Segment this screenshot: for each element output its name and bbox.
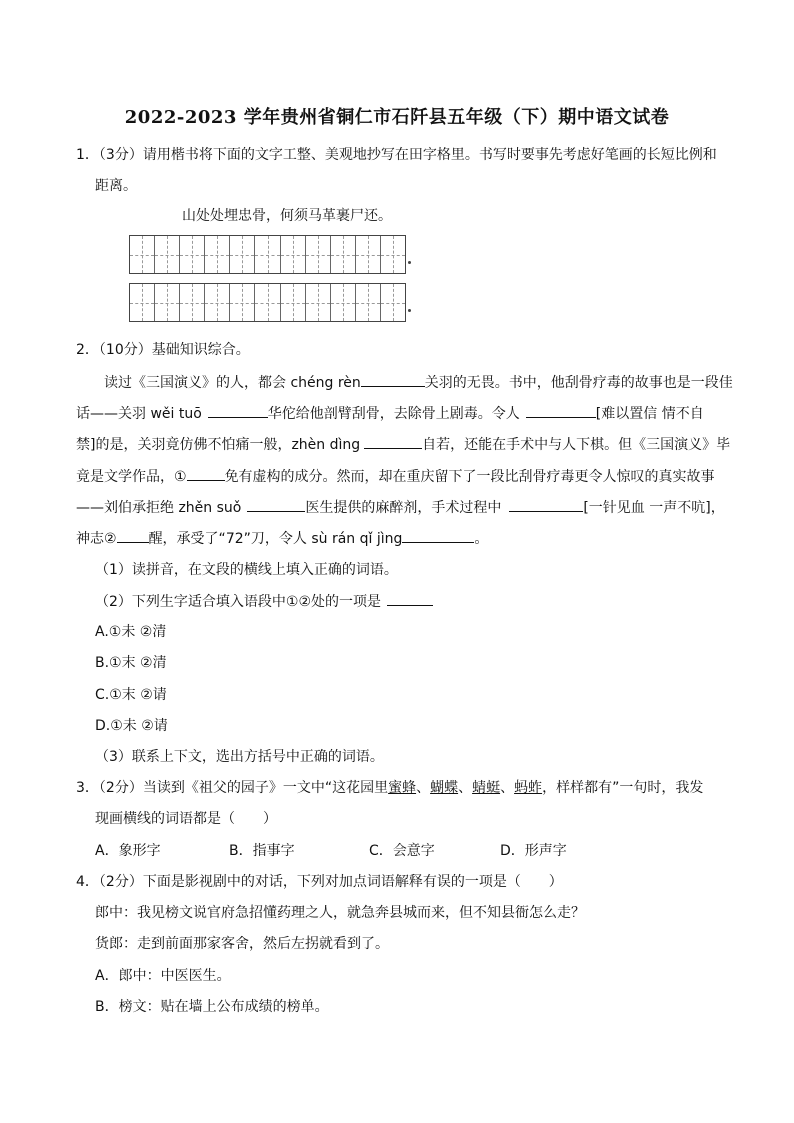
grid-cell — [155, 236, 180, 273]
underlined-word: 蝴蝶 — [430, 780, 459, 796]
q2-option-c[interactable]: C.①末 ②请 — [95, 687, 167, 703]
writing-grid-row-2 — [129, 283, 406, 322]
grid-cell — [356, 284, 381, 321]
q4-option-a[interactable]: A．郎中：中医医生。 — [95, 968, 231, 984]
q1-poem: 山处处埋忠骨，何须马革裹尸还。 — [182, 208, 392, 224]
grid-cell — [180, 284, 205, 321]
grid-cell — [381, 236, 405, 273]
grid-cell — [255, 284, 280, 321]
grid-cell — [205, 236, 230, 273]
q2-option-d[interactable]: D.①未 ②请 — [95, 718, 168, 734]
underlined-word: 蜜蜂 — [388, 780, 417, 796]
q2-option-a[interactable]: A.①未 ②清 — [95, 624, 167, 640]
grid-dot — [408, 261, 411, 264]
grid-cell — [180, 236, 205, 273]
grid-cell — [356, 236, 381, 273]
q2-passage-line-6: 神志② 醒，承受了“72”刀，令人 sù rán qǐ jìng 。 — [76, 528, 488, 549]
blank-line[interactable] — [361, 372, 425, 387]
q2-heading: 2．（10分）基础知识综合。 — [76, 342, 250, 358]
grid-cell — [306, 236, 331, 273]
q2-passage-line-2: 话——关羽 wěi tuō 华佗给他剖臂刮骨，去除骨上剧毒。令人 [难以置信 情不自 — [76, 403, 704, 424]
blank-line[interactable] — [526, 403, 596, 418]
q2-passage-line-1: 读过《三国演义》的人，都会 chéng rèn 关羽的无畏。书中，他刮骨疗毒的故事也是一段佳 — [104, 372, 733, 393]
q2-option-b[interactable]: B.①末 ②清 — [95, 655, 167, 671]
grid-cell — [230, 236, 255, 273]
page-title: 2022-2023 学年贵州省铜仁市石阡县五年级（下）期中语文试卷 — [124, 107, 670, 128]
grid-dot — [408, 309, 411, 312]
grid-cell — [331, 284, 356, 321]
grid-cell — [230, 284, 255, 321]
grid-cell — [381, 284, 405, 321]
q2-passage-line-4: 竟是文学作品，① 免有虚构的成分。然而，却在重庆留下了一段比刮骨疗毒更令人惊叹的真实故事 — [76, 466, 715, 487]
q4-prompt: 4．（2分）下面是影视剧中的对话，下列对加点词语解释有误的一项是（ ） — [76, 874, 563, 890]
q2-passage-line-5: ——刘伯承拒绝 zhěn suǒ 医生提供的麻醉剂，手术过程中 [一针见血 一声不吭]， — [76, 497, 725, 518]
q3-prompt-cont: 现画横线的词语都是（ ） — [95, 811, 277, 827]
q2-sub-1: （1）读拼音，在文段的横线上填入正确的词语。 — [95, 562, 398, 578]
underlined-word: 蜻蜓 — [472, 780, 501, 796]
q4-dialogue-2: 货郎：走到前面那家客舍，然后左拐就看到了。 — [95, 936, 389, 952]
q4-option-b[interactable]: B．榜文：贴在墙上公布成绩的榜单。 — [95, 999, 329, 1015]
blank-line[interactable] — [247, 497, 305, 512]
blank-line[interactable] — [402, 528, 474, 543]
q3-option-c[interactable]: C．会意字 — [369, 843, 435, 859]
q2-passage-line-3: 禁]的是，关羽竟仿佛不怕痛一般，zhèn dìng 自若，还能在手术中与人下棋。但《三国演义》毕 — [76, 434, 730, 455]
blank-line[interactable] — [509, 497, 583, 512]
grid-cell — [281, 284, 306, 321]
grid-cell — [130, 236, 155, 273]
underlined-word: 蚂蚱 — [514, 780, 543, 796]
q3-prompt: 3．（2分）当读到《祖父的园子》一文中“这花园里蜜蜂、蝴蝶、蜻蜓、蚂蚱，样样都有”一句时，我发 — [76, 780, 704, 796]
q3-option-a[interactable]: A．象形字 — [95, 843, 161, 859]
answer-blank[interactable] — [387, 591, 433, 606]
blank-line[interactable] — [208, 403, 268, 418]
q4-dialogue-1: 郎中：我见榜文说官府急招懂药理之人，就急奔县城而来，但不知县衙怎么走？ — [95, 905, 585, 921]
q2-sub-3: （3）联系上下文，选出方括号中正确的词语。 — [95, 749, 384, 765]
grid-cell — [155, 284, 180, 321]
grid-cell — [255, 236, 280, 273]
q1-prompt-cont: 距离。 — [95, 178, 137, 194]
blank-line[interactable] — [364, 434, 422, 449]
blank-line[interactable] — [187, 466, 225, 481]
q2-sub-2: （2）下列生字适合填入语段中①②处的一项是 — [95, 591, 433, 612]
q1-prompt: 1．（3分）请用楷书将下面的文字工整、美观地抄写在田字格里。书写时要事先考虑好笔画的长短比例和 — [76, 147, 717, 163]
grid-cell — [306, 284, 331, 321]
writing-grid-row-1 — [129, 235, 406, 274]
grid-cell — [331, 236, 356, 273]
grid-cell — [205, 284, 230, 321]
grid-cell — [281, 236, 306, 273]
grid-cell — [130, 284, 155, 321]
q3-option-d[interactable]: D．形声字 — [500, 843, 567, 859]
q3-option-b[interactable]: B．指事字 — [229, 843, 295, 859]
blank-line[interactable] — [117, 528, 149, 543]
